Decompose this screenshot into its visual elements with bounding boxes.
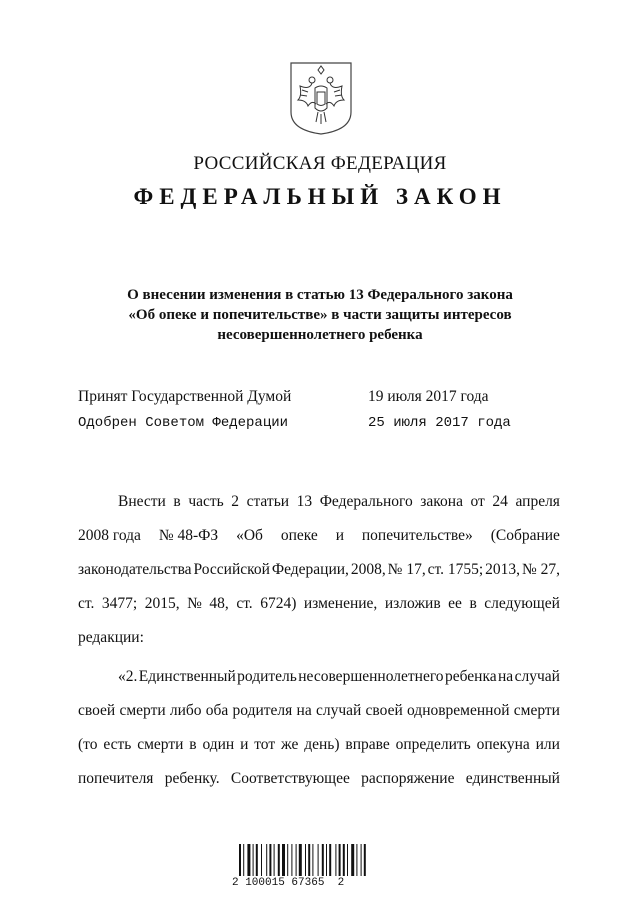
barcode-bar [329,844,331,876]
word: 24 [492,493,508,510]
law-title-line: О внесении изменения в статью 13 Федерального закона [127,287,513,303]
country-heading: РОССИЙСКАЯ ФЕДЕРАЦИЯ [193,153,447,174]
word: смерти [119,702,166,719]
word: и [240,736,249,753]
word: попечительстве» [361,527,473,544]
word: одновременной [407,702,510,719]
word: 2 [231,493,240,510]
word: № 27, [521,561,560,578]
word: «Об [236,527,263,544]
word: оба [205,702,229,719]
word: в [469,595,477,612]
word: Единственный [138,668,236,685]
word: 3477; [101,595,138,612]
word: изменение, [303,595,378,612]
word: попечителя [78,770,154,787]
word: апреля [515,493,560,510]
word: № [187,595,202,612]
word: Федерации, [271,561,349,578]
barcode-bar [296,844,297,876]
word: законодательства [78,561,192,578]
barcode-bar [305,844,306,876]
text-line [78,526,560,560]
word: вправе [345,736,390,753]
barcode-bar [282,844,285,876]
barcode-bar [326,844,327,876]
barcode-bar [322,844,324,876]
barcode-bar [343,844,345,876]
word: случай [514,668,560,685]
law-title [70,285,570,345]
word: опеке [280,527,318,544]
word: (то [78,736,98,753]
barcode-bar [253,844,254,876]
coat-of-arms-icon [288,60,354,136]
word: ст. [236,595,253,612]
barcode-bar [274,844,275,876]
word: есть [103,736,132,753]
text-line [78,560,560,594]
text-line [78,667,560,701]
word: единственный [465,770,560,787]
law-title-line: «Об опеке и попечительстве» в части защиты интересов [128,307,512,323]
text-line [78,769,560,803]
word: 2015, [144,595,180,612]
law-title-line: несовершеннолетнего ребенка [217,327,423,343]
barcode-bar [256,844,258,876]
barcode-bar [287,844,288,876]
word: «2. [118,668,138,685]
word: ее [448,595,462,612]
word: 2013, [485,561,521,578]
word: 48, [209,595,229,612]
word: на [498,668,514,685]
word: же [280,736,299,753]
body-paragraph-1 [78,492,560,662]
word: своей [365,702,403,719]
barcode-bar [318,844,319,876]
word: день) [304,736,340,753]
word: 13 [296,493,313,510]
word: (Собрание [490,527,560,544]
word: и [335,527,344,544]
barcode-bar [335,844,336,876]
text-line [78,735,560,769]
council-label: Одобрен Советом Федерации [78,415,289,431]
word: ст. [78,595,95,612]
word: в [189,736,197,753]
barcode-bar [269,844,271,876]
word: либо [169,702,202,719]
body-paragraph-2 [78,667,560,803]
word: смерти [137,736,184,753]
duma-date: 19 июля 2017 года [368,388,489,405]
word: Российской [193,561,270,578]
barcode-bar [243,844,244,876]
text-line [78,628,560,662]
barcode-bar [361,844,362,876]
barcode-bar [247,844,250,876]
word: тот [254,736,276,753]
barcode-bar [266,844,267,876]
word: определить [395,736,471,753]
barcode-bar [239,844,241,876]
word: закона [420,493,463,510]
word: 6724) [260,595,297,612]
word: распоряжение [361,770,455,787]
word: статьи [246,493,290,510]
barcode-bar [299,844,302,876]
barcode-bar [278,844,280,876]
barcode-bar [339,844,341,876]
word: один [202,736,235,753]
barcode-bar [364,844,366,876]
word: Федерального [319,493,413,510]
law-type-heading: ФЕДЕРАЛЬНЫЙ ЗАКОН [133,184,507,209]
word: в [173,493,181,510]
duma-label: Принят Государственной Думой [78,388,292,405]
word: или [535,736,560,753]
word: следующей [484,595,560,612]
word: № 17, [387,561,426,578]
word: ст. 1755; [427,561,484,578]
word: 2008, [350,561,386,578]
word: редакции: [78,629,144,646]
barcode-bar [312,844,313,876]
word: несовершеннолетнего [298,668,444,685]
word: родителя [232,702,293,719]
barcode-bar [351,844,354,876]
text-line [78,594,560,628]
word: смерти [513,702,560,719]
barcode-icon [237,840,397,880]
barcode-bar [356,844,357,876]
word: № 48-ФЗ [158,527,219,544]
word: 2008 года [78,527,141,544]
word: случай [315,702,362,719]
word: своей [78,702,116,719]
word: родитель [237,668,297,685]
word: часть [188,493,224,510]
word: Внести [118,493,166,510]
barcode-bar [261,844,262,876]
word: опекуна [476,736,530,753]
barcode-bar [347,844,348,876]
text-line [78,701,560,735]
word: ребенку. [164,770,220,787]
word: от [470,493,485,510]
barcode-bar [308,844,310,876]
word: ребенка [444,668,497,685]
word: изложив [384,595,441,612]
barcode-bar [291,844,292,876]
word: на [296,702,312,719]
barcode-digits: 2 100015 67365 2 [232,877,345,889]
word: Соответствующее [230,770,350,787]
text-line [78,492,560,526]
council-date: 25 июля 2017 года [368,415,511,431]
